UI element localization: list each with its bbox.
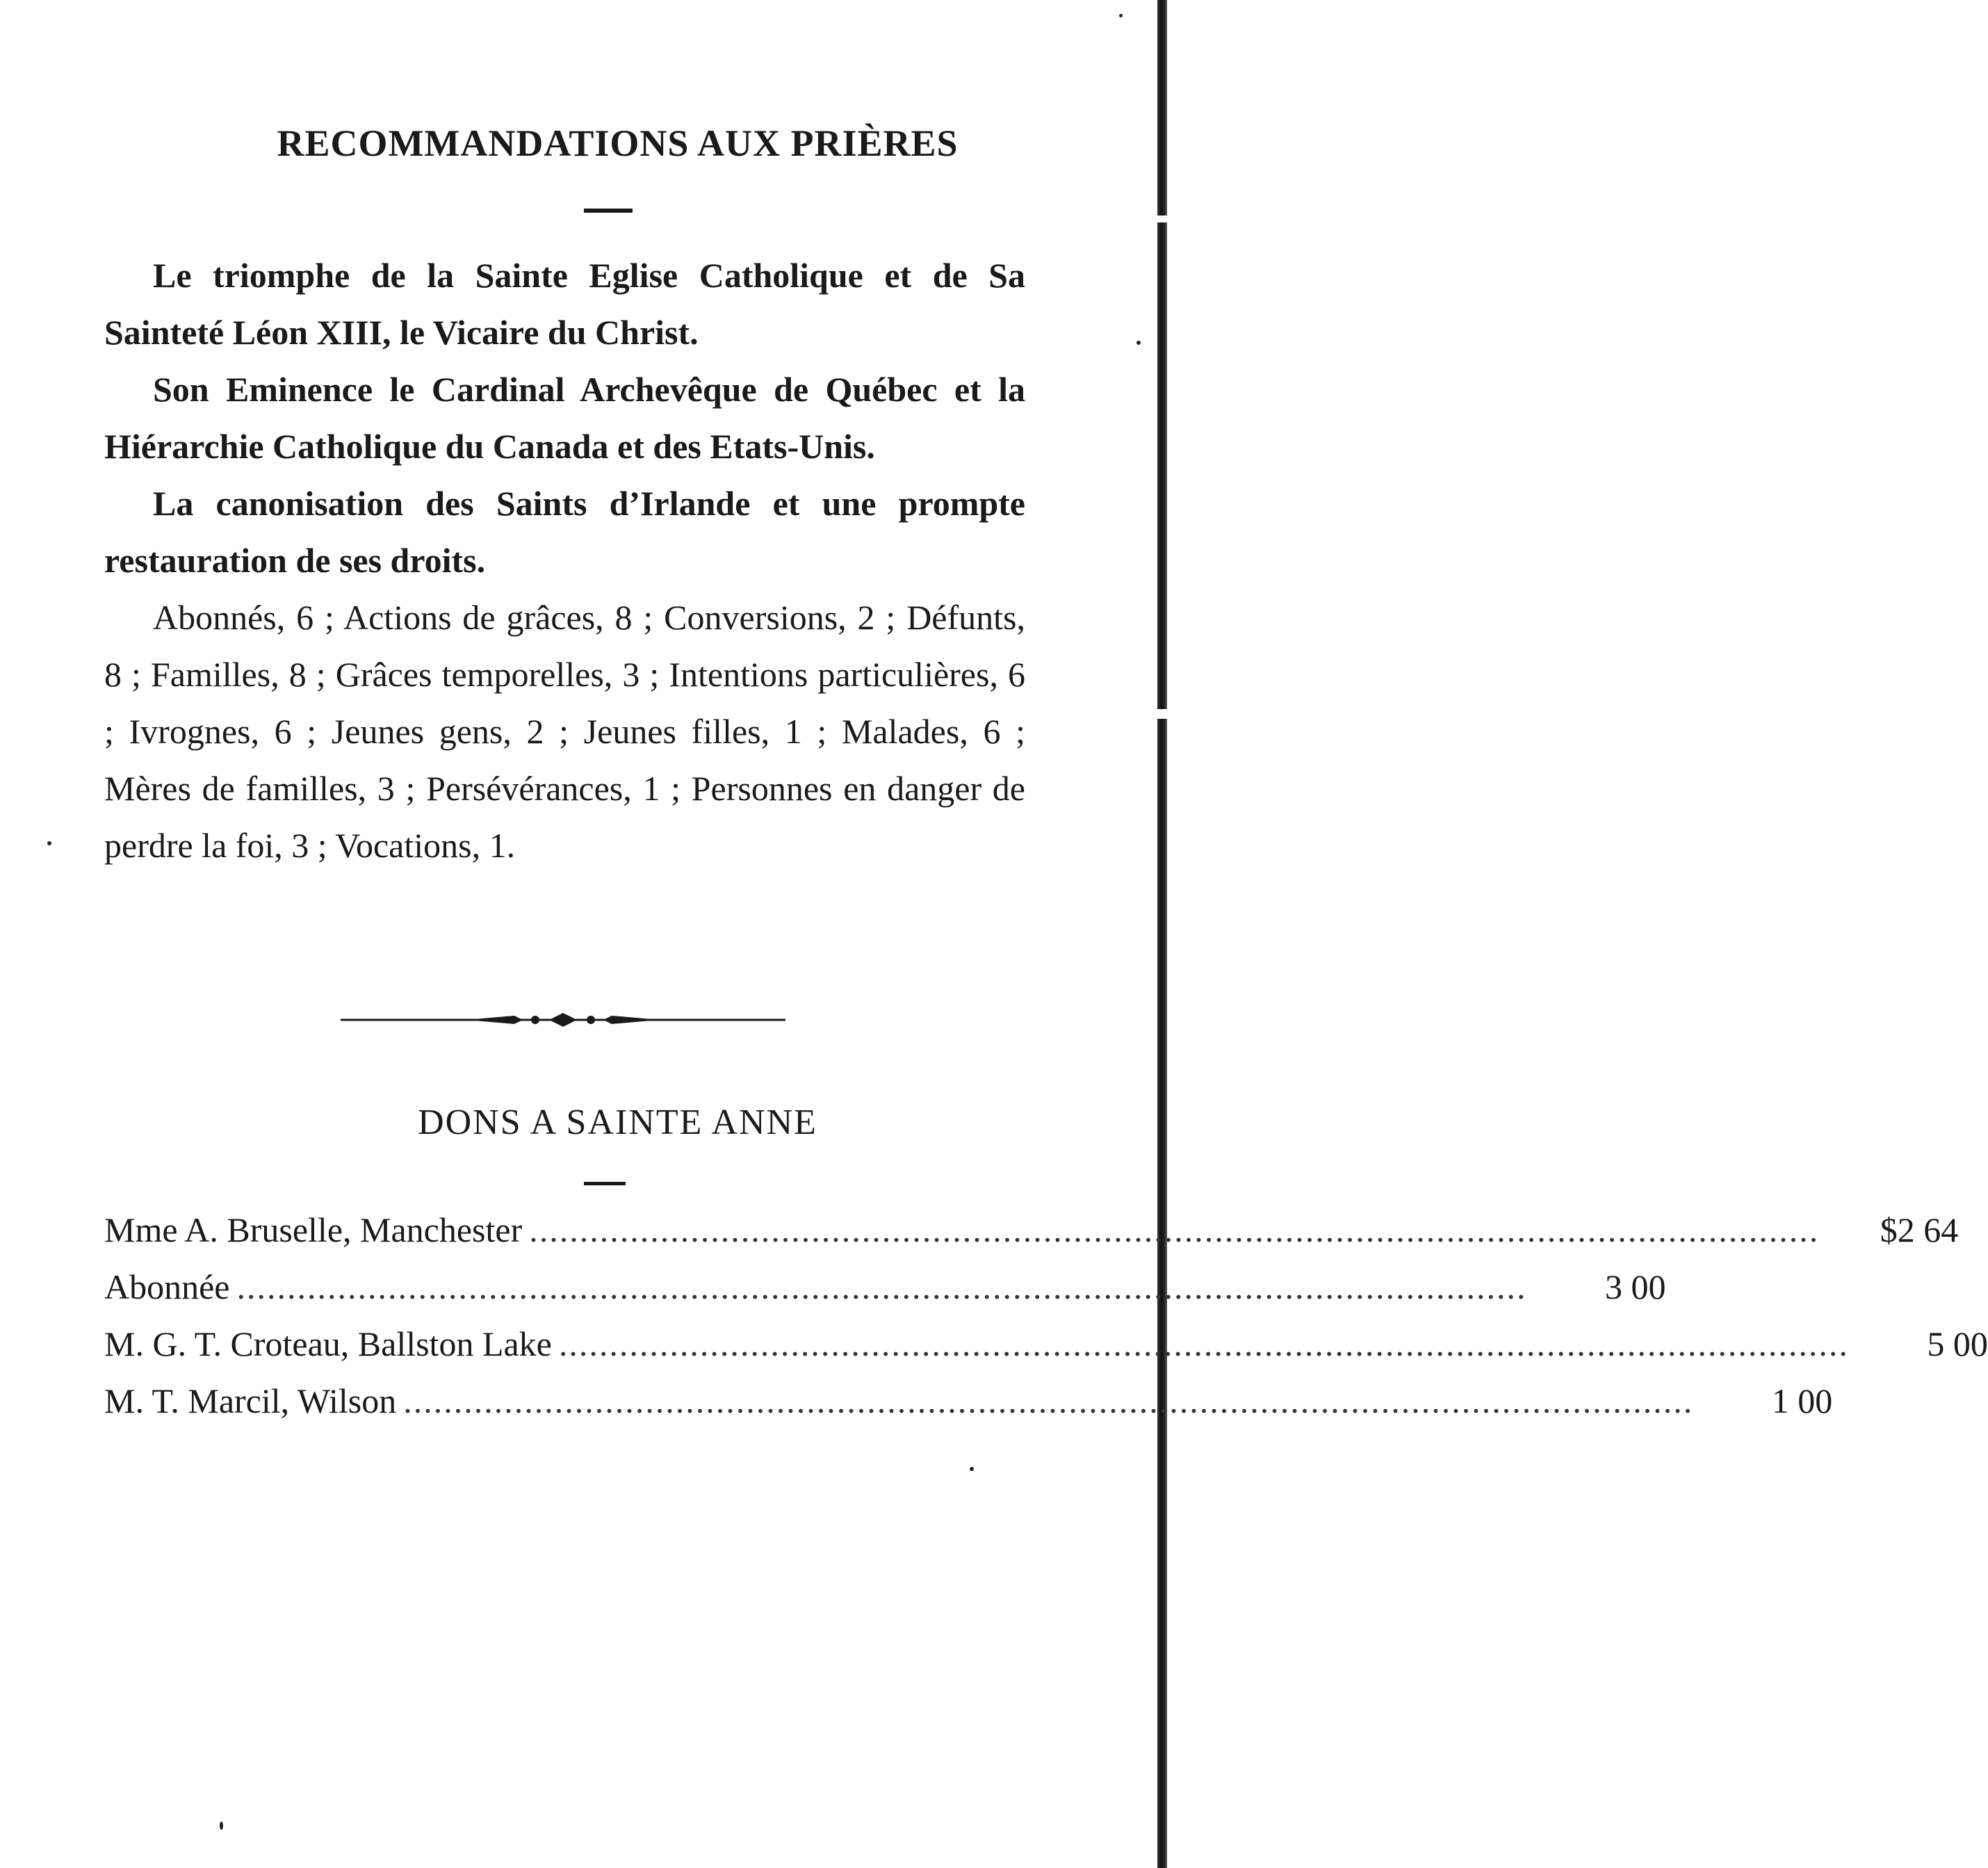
donor-name: Abonnée bbox=[104, 1267, 230, 1306]
title-dash bbox=[584, 209, 633, 213]
donation-amount: $2 64 bbox=[1880, 1210, 1959, 1249]
donation-amount: 1 00 bbox=[1771, 1381, 1833, 1420]
paragraph-triomphe: Le triomphe de la Sainte Eglise Catholique et de Sa Sainteté Léon XIII, le Vicaire du Christ. bbox=[104, 256, 1025, 352]
page-edge-shadow bbox=[1157, 0, 1167, 1868]
recommandations-body bbox=[104, 247, 1025, 874]
print-speck bbox=[1119, 14, 1123, 17]
print-speck bbox=[47, 841, 51, 845]
paragraph-eminence: Son Eminence le Cardinal Archevêque de Québec et la Hiérarchie Catholique du Canada et des Etats-Unis. bbox=[104, 370, 1025, 466]
dons-title: DONS A SAINTE ANNE bbox=[418, 1103, 817, 1142]
donor-name: Mme A. Bruselle, Manchester bbox=[104, 1210, 523, 1249]
dot-leader: ................................................................................................................................ bbox=[236, 1267, 1527, 1306]
edge-gap bbox=[1152, 216, 1168, 222]
dot-leader: ................................................................................................................................ bbox=[558, 1324, 1849, 1363]
donor-name: M. T. Marcil, Wilson bbox=[104, 1381, 397, 1420]
donation-amount: 5 00 bbox=[1927, 1324, 1988, 1363]
print-speck bbox=[1136, 341, 1141, 345]
paragraph-intentions: Abonnés, 6 ; Actions de grâces, 8 ; Conversions, 2 ; Défunts, 8 ; Familles, 8 ; Grâces temporelles, 3 ; Intentions particulières, 6 ; Ivrognes, 6 ; Jeunes gens, 2 ; Jeunes filles, 1 ; Malades, 6 ; Mères de familles, 3 ; Persévérances, 1 ; Personnes en danger de perdre la foi, 3 ; Vocations, 1. bbox=[104, 598, 1025, 865]
print-speck bbox=[220, 1821, 223, 1830]
don-row bbox=[104, 1381, 1833, 1438]
donation-amount: 3 00 bbox=[1605, 1267, 1666, 1306]
paragraph-canonisation: La canonisation des Saints d’Irlande et une prompte restauration de ses droits. bbox=[104, 484, 1025, 580]
don-row bbox=[104, 1324, 1988, 1381]
don-row bbox=[104, 1267, 1666, 1324]
ornament-divider bbox=[341, 1012, 785, 1028]
dons-list bbox=[104, 1210, 1988, 1438]
dot-leader: ................................................................................................................................ bbox=[403, 1381, 1694, 1420]
print-speck bbox=[970, 1467, 974, 1471]
edge-gap bbox=[1152, 709, 1168, 719]
donor-name: M. G. T. Croteau, Ballston Lake bbox=[104, 1324, 552, 1363]
recommandations-title: RECOMMANDATIONS AUX PRIÈRES bbox=[277, 122, 959, 164]
subtitle-dash bbox=[584, 1182, 626, 1185]
don-row bbox=[104, 1210, 1959, 1267]
dot-leader: ................................................................................................................................ bbox=[529, 1210, 1820, 1249]
